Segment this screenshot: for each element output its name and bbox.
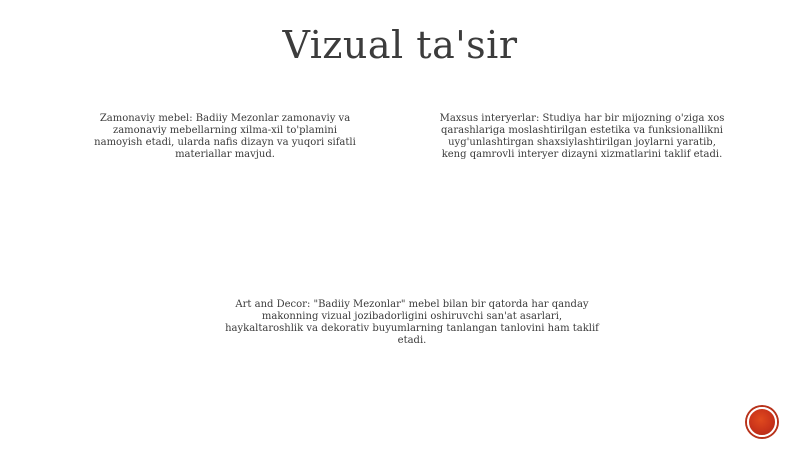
custom-interiors-text: Maxsus interyerlar: Studiya har bir mijozning o'ziga xos qarashlariga moslashtirilgan estetika va funksionallikni uyg'unlashtirgan shaxsiylashtirilgan joylarni yaratib, keng qamrovli interyer dizayni xizmatlarini taklif etadi. <box>439 113 725 160</box>
slide-title: Vizual ta'sir <box>282 23 518 67</box>
next-slide-button[interactable] <box>747 407 777 437</box>
modern-furniture-text: Zamonaviy mebel: Badiiy Mezonlar zamonaviy va zamonaviy mebellarning xilma-xil to'plamini namoyish etadi, ularda nafis dizayn va yuqori sifatli materiallar mavjud. <box>94 113 356 160</box>
art-decor-text: Art and Decor: "Badiiy Mezonlar" mebel bilan bir qatorda har qanday makonning vizual jozibadorligini oshiruvchi san'at asarlari, haykaltaroshlik va dekorativ buyumlarning tanlangan tanlovini ham taklif etadi. <box>225 299 599 346</box>
